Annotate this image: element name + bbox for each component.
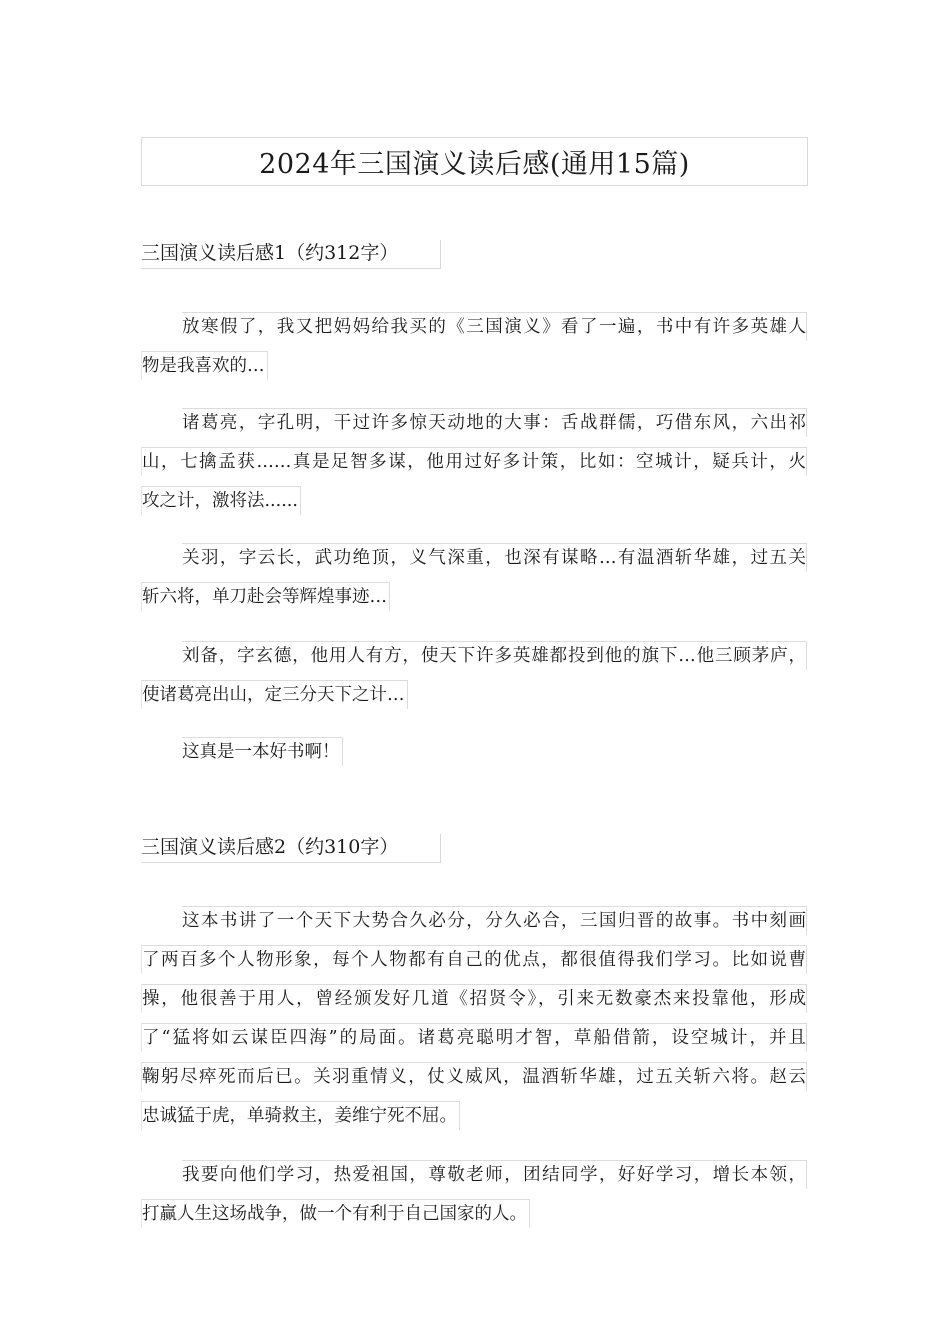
text-line: 攻之计，激将法...... [141, 486, 807, 525]
paragraph [141, 1160, 807, 1238]
text-line: 刘备，字玄德，他用人有方，使天下许多英雄都投到他的旗下…他三顾茅庐， [141, 641, 807, 680]
text-line: 山，七擒孟获……真是足智多谋，他用过好多计策，比如：空城计，疑兵计，火 [141, 447, 807, 486]
paragraph [141, 906, 807, 1140]
paragraph [141, 408, 807, 525]
text-line: 鞠躬尽瘁死而后已。关羽重情义，仗义威风，温酒斩华雄，过五关斩六将。赵云 [141, 1062, 807, 1101]
text-line: 操，他很善于用人，曾经颁发好几道《招贤令》，引来无数豪杰来投靠他，形成 [141, 984, 807, 1023]
paragraph [141, 312, 807, 390]
text-line: 物是我喜欢的… [141, 351, 807, 390]
text-line: 这本书讲了一个天下大势合久必分，分久必合，三国归晋的故事。书中刻画 [141, 906, 807, 945]
text-line: 打赢人生这场战争，做一个有利于自己国家的人。 [141, 1199, 807, 1238]
text-line: 了两百多个人物形象，每个人物都有自己的优点，都很值得我们学习。比如说曹 [141, 945, 807, 984]
text-line: 斩六将，单刀赴会等辉煌事迹… [141, 582, 807, 621]
text-line: 关羽，字云长，武功绝顶，义气深重，也深有谋略…有温酒斩华雄，过五关 [141, 543, 807, 582]
section-heading-1: 三国演义读后感1（约312字） [141, 240, 441, 269]
paragraph [141, 737, 807, 776]
text-line: 忠诚猛于虎，单骑救主，姜维宁死不屈。 [141, 1101, 807, 1140]
text-line: 这真是一本好书啊！ [141, 737, 807, 776]
paragraph [141, 641, 807, 719]
text-line: 诸葛亮，字孔明，干过许多惊天动地的大事：舌战群儒，巧借东风，六出祁 [141, 408, 807, 447]
text-line: 了“猛将如云谋臣四海”的局面。诸葛亮聪明才智，草船借箭，设空城计，并且 [141, 1023, 807, 1062]
document-title: 2024年三国演义读后感(通用15篇) [141, 137, 808, 186]
paragraph [141, 543, 807, 621]
text-line: 使诸葛亮出山，定三分天下之计… [141, 680, 807, 719]
section-heading-2: 三国演义读后感2（约310字） [141, 834, 441, 863]
text-line: 放寒假了，我又把妈妈给我买的《三国演义》看了一遍，书中有许多英雄人 [141, 312, 807, 351]
text-line: 我要向他们学习，热爱祖国，尊敬老师，团结同学，好好学习，增长本领， [141, 1160, 807, 1199]
